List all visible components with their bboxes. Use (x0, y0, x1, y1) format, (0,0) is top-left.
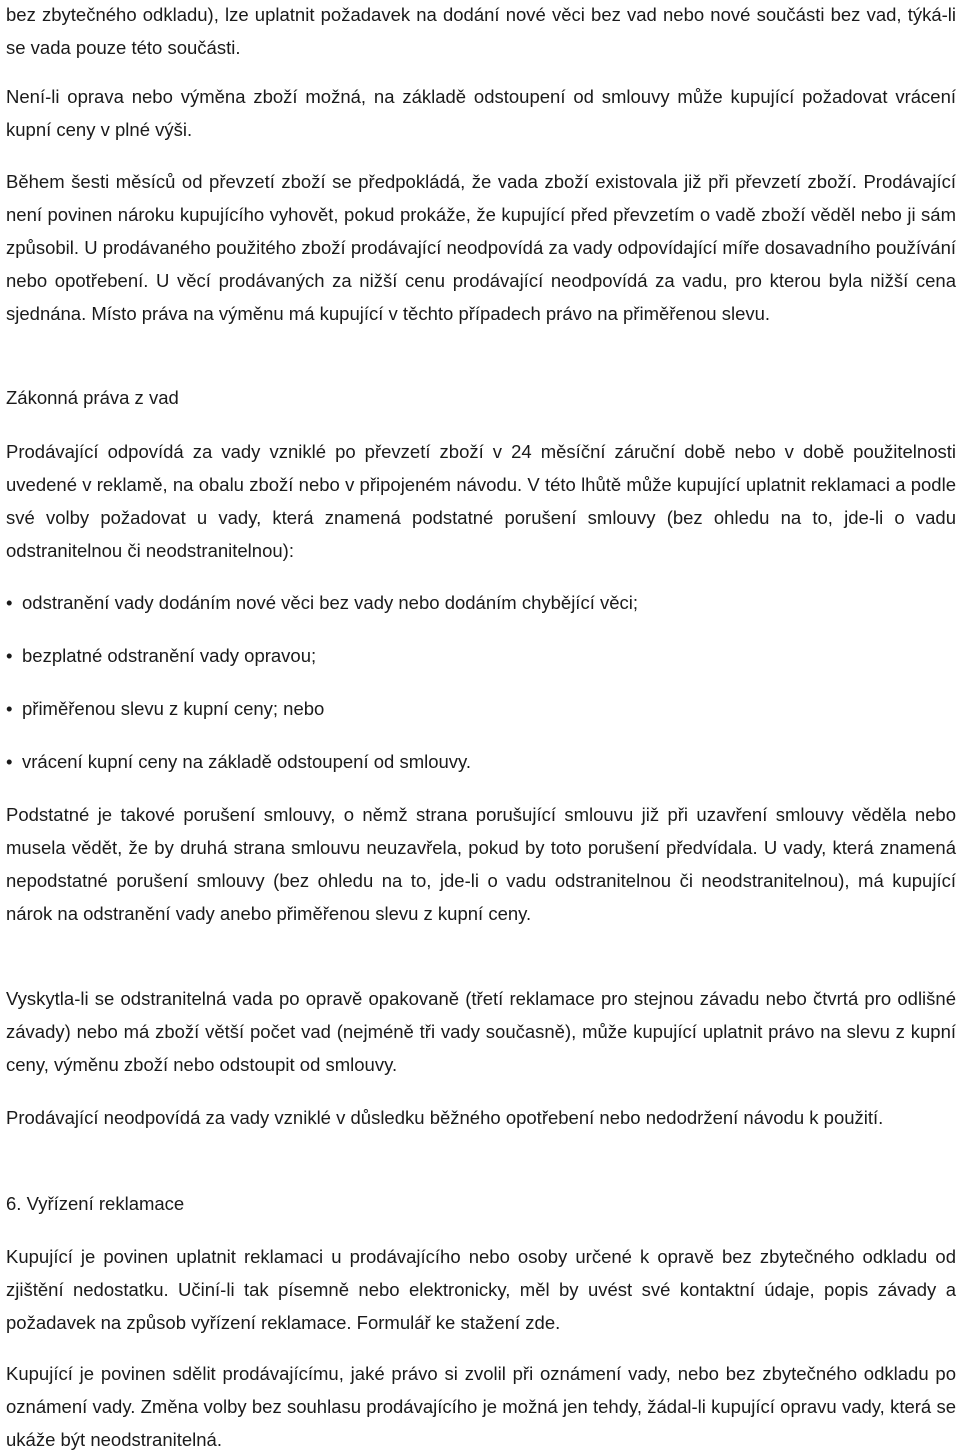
bullet-icon: • (6, 698, 13, 719)
bullet-text: odstranění vady dodáním nové věci bez vady nebo dodáním chybějící věci; (22, 592, 639, 613)
bullet-text: vrácení kupní ceny na základě odstoupení od smlouvy. (22, 751, 472, 772)
paragraph-liability: Prodávající odpovídá za vady vzniklé po převzetí zboží v 24 měsíční záruční době nebo v době použitelnosti uvedené v reklamě, na obalu zboží nebo v připojeném návodu. V této lhůtě může kupující uplatnit reklamaci a podle své volby požadovat u vady, která znamená podstatné porušení smlouvy (bez ohledu na to, jde-li o vadu odstranitelnou či neodstranitelnou): (6, 441, 956, 561)
section-heading-statutory-rights: Zákonná práva z vad (6, 387, 179, 408)
paragraph-refund: Není-li oprava nebo výměna zboží možná, na základě odstoupení od smlouvy může kupující požadovat vrácení kupní ceny v plné výši. (6, 86, 956, 140)
bullet-icon: • (6, 751, 13, 772)
bullet-item-discount (6, 692, 324, 725)
paragraph-repeated-defects: Vyskytla-li se odstranitelná vada po opravě opakovaně (třetí reklamace pro stejnou závadu nebo čtvrtá pro odlišné závady) nebo má zboží větší počet vad (nejméně tři vady současně), může kupující uplatnit právo na slevu z kupní ceny, výměnu zboží nebo odstoupit od smlouvy. (6, 988, 956, 1075)
paragraph-material-breach: Podstatné je takové porušení smlouvy, o němž strana porušující smlouvu již při uzavření smlouvy věděla nebo musela vědět, že by druhá strana smlouvu neuzavřela, pokud by toto porušení předvídala. U vady, která znamená nepodstatné porušení smlouvy (bez ohledu na to, jde-li o vadu odstranitelnou či neodstranitelnou), má kupující nárok na odstranění vady anebo přiměřenou slevu z kupní ceny. (6, 804, 956, 924)
bullet-icon: • (6, 592, 13, 613)
paragraph-six-months: Během šesti měsíců od převzetí zboží se předpokládá, že vada zboží existovala již při převzetí zboží. Prodávající není povinen nároku kupujícího vyhovět, pokud prokáže, že kupující před převzetím o vadě zboží věděl nebo ji sám způsobil. U prodávaného použitého zboží prodávající neodpovídá za vady odpovídající míře dosavadního používání nebo opotřebení. U věcí prodávaných za nižší cenu prodávající neodpovídá za vadu, pro kterou byla nižší cena sjednána. Místo práva na výměnu má kupující v těchto případech právo na přiměřenou slevu. (6, 171, 956, 324)
bullet-text: bezplatné odstranění vady opravou; (22, 645, 317, 666)
bullet-item-refund (6, 745, 471, 778)
paragraph-right-selection: Kupující je povinen sdělit prodávajícímu, jaké právo si zvolil při oznámení vady, nebo bez zbytečného odkladu po oznámení vady. Změna volby bez souhlasu prodávajícího je možná jen tehdy, žádal-li kupující opravu vady, která se ukáže být neodstranitelná. (6, 1363, 956, 1450)
paragraph-wear-exclusion: Prodávající neodpovídá za vady vzniklé v důsledku běžného opotřebení nebo nedodržení návodu k použití. (6, 1107, 884, 1128)
section-heading-claim-handling: 6. Vyřízení reklamace (6, 1193, 185, 1214)
bullet-text: přiměřenou slevu z kupní ceny; nebo (22, 698, 325, 719)
bullet-item-replacement (6, 586, 638, 619)
bullet-item-repair (6, 639, 316, 672)
paragraph-claim-filing: Kupující je povinen uplatnit reklamaci u prodávajícího nebo osoby určené k opravě bez zbytečného odkladu od zjištění nedostatku. Učiní-li tak písemně nebo elektronicky, měl by uvést své kontaktní údaje, popis závady a požadavek na způsob vyřízení reklamace. Formulář ke stažení zde. (6, 1246, 956, 1333)
paragraph-new-part: bez zbytečného odkladu), lze uplatnit požadavek na dodání nové věci bez vad nebo nové součásti bez vad, týká-li se vada pouze této součásti. (6, 4, 956, 58)
bullet-icon: • (6, 645, 13, 666)
